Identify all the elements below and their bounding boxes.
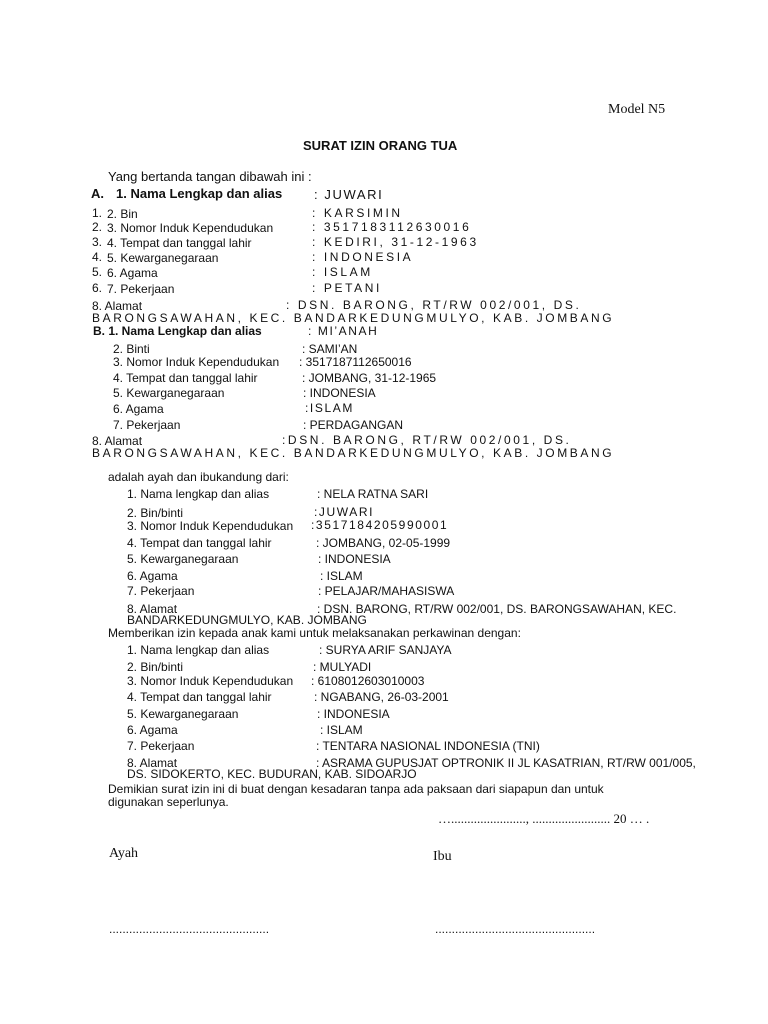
section-a-row-value: : PETANI — [312, 281, 382, 295]
spouse-row-value: : SURYA ARIF SANJAYA — [319, 643, 452, 657]
date-line: …......................., ........................ 20 … . — [438, 811, 650, 826]
section-b-row-value: : 3517187112650016 — [299, 355, 412, 369]
spouse-alamat-value: : ASRAMA GUPUSJAT OPTRONIK II JL KASATRIAN, RT/RW 001/005, — [316, 756, 696, 770]
spouse-intro: Memberikan izin kepada anak kami untuk melaksanakan perkawinan dengan: — [108, 626, 521, 640]
section-b-row-label: 2. Binti — [113, 342, 150, 356]
section-a-row-label: 3. Nomor Induk Kependudukan — [107, 221, 274, 235]
section-a-row-num: 1. — [92, 206, 103, 220]
child-row-value: :3517184205990001 — [311, 518, 449, 532]
section-b-alamat-value: :DSN. BARONG, RT/RW 002/001, DS. — [282, 433, 572, 447]
section-a-row-value: : KEDIRI, 31-12-1963 — [312, 235, 479, 249]
section-a-row-label: 5. Kewarganegaraan — [107, 251, 219, 265]
signature-label-ayah: Ayah — [109, 846, 139, 861]
model-label: Model N5 — [608, 102, 666, 117]
section-b-row-label: 6. Agama — [113, 402, 164, 416]
spouse-row-value: : TENTARA NASIONAL INDONESIA (TNI) — [316, 739, 540, 753]
section-a-alamat-value: : DSN. BARONG, RT/RW 002/001, DS. — [286, 298, 582, 312]
spouse-row-label: 1. Nama lengkap dan alias — [127, 643, 270, 657]
child-row-value: : INDONESIA — [318, 552, 391, 566]
section-b-alamat-line2: BARONGSAWAHAN, KEC. BANDARKEDUNGMULYO, KAB. JOMBANG — [92, 446, 615, 460]
section-a-name-label: 1. Nama Lengkap dan alias — [116, 186, 283, 201]
child-alamat-label: 8. Alamat — [127, 602, 178, 616]
section-a-letter: A. — [91, 186, 104, 201]
child-row-label: 5. Kewarganegaraan — [127, 552, 239, 566]
section-a-row-value: : KARSIMIN — [312, 206, 403, 220]
spouse-row-label: 7. Pekerjaan — [127, 739, 195, 753]
spouse-row-label: 3. Nomor Induk Kependudukan — [127, 674, 294, 688]
section-b-row-value: : PERDAGANGAN — [303, 418, 404, 432]
spouse-row-value: : 6108012603010003 — [311, 674, 425, 688]
signature-label-ibu: Ibu — [433, 849, 452, 864]
spouse-alamat-line2: DS. SIDOKERTO, KEC. BUDURAN, KAB. SIDOARJO — [127, 767, 417, 781]
closing-text: Demikian surat izin ini di buat dengan kesadaran tanpa ada paksaan dari siapapun dan untuk — [108, 782, 604, 796]
section-a-row-num: 5. — [92, 265, 103, 279]
child-row-value: : PELAJAR/MAHASISWA — [318, 584, 455, 598]
intro-text: Yang bertanda tangan dibawah ini : — [108, 169, 312, 184]
child-row-label: 4. Tempat dan tanggal lahir — [127, 536, 272, 550]
section-a-row-label: 7. Pekerjaan — [107, 282, 175, 296]
spouse-row-label: 6. Agama — [127, 723, 178, 737]
child-row-label: 7. Pekerjaan — [127, 584, 195, 598]
spouse-row-value: : INDONESIA — [317, 707, 390, 721]
section-b-row-value: : INDONESIA — [303, 386, 376, 400]
signature-line-ibu: ................................................ — [435, 922, 596, 936]
section-a-alamat-line2: BARONGSAWAHAN, KEC. BANDARKEDUNGMULYO, KAB. JOMBANG — [92, 311, 615, 325]
child-row-value: : ISLAM — [320, 569, 363, 583]
closing-text-line2: digunakan seperlunya. — [108, 795, 229, 809]
spouse-row-label: 2. Bin/binti — [127, 660, 184, 674]
spouse-alamat-label: 8. Alamat — [127, 756, 178, 770]
spouse-row-value: : NGABANG, 26-03-2001 — [314, 690, 449, 704]
child-row-label: 2. Bin/binti — [127, 506, 184, 520]
section-b-row-label: 5. Kewarganegaraan — [113, 386, 225, 400]
section-a-row-label: 4. Tempat dan tanggal lahir — [107, 236, 252, 250]
section-a-row-num: 6. — [92, 281, 103, 295]
section-a-row-value: : 3517183112630016 — [312, 220, 472, 234]
section-b-alamat-label: 8. Alamat — [92, 434, 143, 448]
section-b-row-value: : SAMI’AN — [302, 342, 358, 356]
section-b-row-value: :ISLAM — [305, 401, 354, 415]
spouse-row-label: 5. Kewarganegaraan — [127, 707, 239, 721]
child-intro: adalah ayah dan ibukandung dari: — [108, 470, 289, 484]
section-a-row-value: : INDONESIA — [312, 250, 414, 264]
section-a-alamat-label: 8. Alamat — [92, 299, 143, 313]
section-b-row-label: 3. Nomor Induk Kependudukan — [113, 355, 280, 369]
spouse-row-value: : ISLAM — [320, 723, 363, 737]
section-a-row-label: 2. Bin — [107, 207, 138, 221]
child-row-label: 1. Nama lengkap dan alias — [127, 487, 270, 501]
child-row-label: 3. Nomor Induk Kependudukan — [127, 519, 294, 533]
section-b-row-value: : JOMBANG, 31-12-1965 — [302, 371, 437, 385]
child-row-label: 6. Agama — [127, 569, 178, 583]
child-alamat-line2: BANDARKEDUNGMULYO, KAB. JOMBANG — [127, 613, 367, 627]
section-a-name-value: : JUWARI — [314, 187, 384, 202]
child-row-value: :JUWARI — [314, 505, 375, 519]
section-b-name-value: : MI’ANAH — [308, 324, 379, 338]
section-a-row-num: 4. — [92, 250, 103, 264]
section-b-row-label: 7. Pekerjaan — [113, 418, 181, 432]
spouse-row-label: 4. Tempat dan tanggal lahir — [127, 690, 272, 704]
document-title: SURAT IZIN ORANG TUA — [303, 138, 458, 153]
section-a-row-value: : ISLAM — [312, 265, 373, 279]
section-a-row-num: 2. — [92, 220, 103, 234]
signature-line-ayah: ................................................ — [109, 922, 270, 936]
child-row-value: : JOMBANG, 02-05-1999 — [316, 536, 451, 550]
section-a-row-num: 3. — [92, 235, 103, 249]
spouse-row-value: : MULYADI — [313, 660, 372, 674]
section-b-name-label: B. 1. Nama Lengkap dan alias — [93, 324, 262, 338]
child-row-value: : NELA RATNA SARI — [317, 487, 429, 501]
section-b-row-label: 4. Tempat dan tanggal lahir — [113, 371, 258, 385]
section-a-row-label: 6. Agama — [107, 266, 158, 280]
child-alamat-value: : DSN. BARONG, RT/RW 002/001, DS. BARONGSAWAHAN, KEC. — [317, 602, 677, 616]
